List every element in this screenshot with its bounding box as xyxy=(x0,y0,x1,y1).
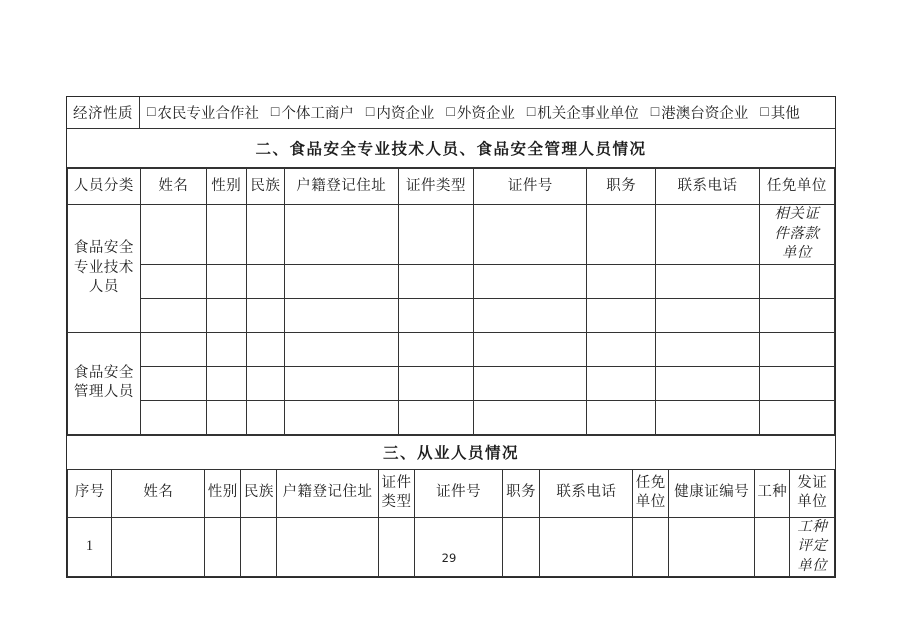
column-header-name: 姓名 xyxy=(112,469,205,517)
table-cell-blank xyxy=(656,298,760,332)
checkbox-icon: □ xyxy=(526,104,536,120)
table-cell-blank xyxy=(587,400,656,434)
checkbox-icon: □ xyxy=(760,104,769,120)
option-label: 农民专业合作社 xyxy=(157,106,259,122)
table-cell-blank xyxy=(474,205,587,265)
table-cell-blank xyxy=(587,205,656,265)
checkbox-icon: □ xyxy=(270,104,280,120)
table-cell-blank xyxy=(285,332,399,366)
table-cell-blank xyxy=(474,332,587,366)
table-cell-blank xyxy=(285,366,399,400)
table-cell-blank xyxy=(140,400,206,434)
table-cell-blank xyxy=(759,298,834,332)
table-cell-blank xyxy=(285,298,399,332)
option-label: 内资企业 xyxy=(376,106,435,122)
column-header-id-number: 证件号 xyxy=(415,469,502,517)
table-cell-blank xyxy=(241,517,277,577)
table-cell-blank xyxy=(246,400,284,434)
column-header-registered-address: 户籍登记住址 xyxy=(285,169,399,205)
table-cell-blank xyxy=(206,264,246,298)
table-cell-blank xyxy=(285,205,399,265)
table-cell-blank xyxy=(206,205,246,265)
option-government-institution xyxy=(527,102,639,123)
column-header-id-type: 证件类型 xyxy=(378,469,415,517)
option-foreign-enterprise xyxy=(446,102,514,123)
section2-title: 二、食品安全专业技术人员、食品安全管理人员情况 xyxy=(67,129,835,168)
table-cell-blank xyxy=(398,298,474,332)
note-text: 相关证件落款单位 xyxy=(774,206,820,262)
table-cell-blank xyxy=(587,332,656,366)
column-header-registered-address: 户籍登记住址 xyxy=(277,469,378,517)
table-row xyxy=(68,400,835,434)
table-cell-blank xyxy=(140,298,206,332)
table-cell-blank xyxy=(205,517,241,577)
column-header-personnel-category: 人员分类 xyxy=(68,169,141,205)
section3-title: 三、从业人员情况 xyxy=(67,435,835,469)
table-cell-blank xyxy=(633,517,669,577)
table-cell-blank xyxy=(398,400,474,434)
table-cell-blank xyxy=(378,517,415,577)
table-cell-blank xyxy=(206,298,246,332)
column-header-issuing-unit: 发证单位 xyxy=(790,469,835,517)
column-header-appointing-unit: 任免单位 xyxy=(759,169,834,205)
table-cell-blank xyxy=(206,332,246,366)
table-cell-blank xyxy=(398,366,474,400)
table-cell-blank xyxy=(398,264,474,298)
table-cell-blank xyxy=(759,366,834,400)
table-cell-blank xyxy=(285,264,399,298)
table-cell-blank xyxy=(656,264,760,298)
table-cell-blank xyxy=(246,298,284,332)
option-label: 外资企业 xyxy=(456,106,515,122)
checkbox-icon: □ xyxy=(446,104,455,120)
table-row xyxy=(68,517,835,577)
table-cell-blank xyxy=(587,298,656,332)
option-hk-macao-taiwan xyxy=(651,102,748,123)
table-cell-blank xyxy=(759,400,834,434)
serial-number-cell: 1 xyxy=(68,517,112,577)
table-cell-blank xyxy=(112,517,205,577)
column-header-name: 姓名 xyxy=(140,169,206,205)
checkbox-icon: □ xyxy=(650,104,660,120)
table-row xyxy=(68,205,835,265)
column-header-health-cert-number: 健康证编号 xyxy=(669,469,755,517)
form-table xyxy=(66,96,836,578)
table-cell-blank xyxy=(656,205,760,265)
option-label: 港澳台资企业 xyxy=(661,106,749,122)
table-cell-blank xyxy=(587,264,656,298)
table-cell-blank xyxy=(246,332,284,366)
column-header-serial: 序号 xyxy=(68,469,112,517)
column-header-gender: 性别 xyxy=(205,469,241,517)
column-header-position: 职务 xyxy=(502,469,540,517)
table-cell-blank xyxy=(246,366,284,400)
table-cell-blank xyxy=(759,264,834,298)
column-header-position: 职务 xyxy=(587,169,656,205)
table-cell-blank xyxy=(140,264,206,298)
option-farmer-coop xyxy=(147,102,259,123)
column-header-id-type: 证件类型 xyxy=(398,169,474,205)
table-cell-blank xyxy=(398,332,474,366)
economic-nature-label: 经济性质 xyxy=(67,97,140,128)
table-cell-blank xyxy=(656,400,760,434)
table-cell-blank xyxy=(140,332,206,366)
option-label: 其他 xyxy=(770,106,800,122)
table-cell-blank xyxy=(669,517,755,577)
column-header-phone: 联系电话 xyxy=(656,169,760,205)
option-individual-business xyxy=(271,102,354,123)
option-domestic-enterprise xyxy=(366,102,434,123)
option-label: 机关企事业单位 xyxy=(537,106,639,122)
table-header-row xyxy=(68,469,835,517)
column-header-appointing-unit: 任免单位 xyxy=(633,469,669,517)
checkbox-icon: □ xyxy=(365,104,375,120)
table-cell-blank xyxy=(246,264,284,298)
table-cell-blank xyxy=(755,517,790,577)
table-row xyxy=(68,366,835,400)
column-header-ethnicity: 民族 xyxy=(246,169,284,205)
group-label-management-personnel: 食品安全管理人员 xyxy=(68,332,141,434)
table-cell-blank xyxy=(398,205,474,265)
option-label: 个体工商户 xyxy=(281,106,354,122)
table-cell-blank xyxy=(474,298,587,332)
column-header-ethnicity: 民族 xyxy=(241,469,277,517)
technical-personnel-table xyxy=(67,168,835,435)
table-cell-blank xyxy=(656,332,760,366)
table-cell-blank xyxy=(140,366,206,400)
table-cell-blank xyxy=(502,517,540,577)
table-cell-blank xyxy=(140,205,206,265)
table-row xyxy=(68,332,835,366)
table-cell-blank xyxy=(540,517,633,577)
column-header-phone: 联系电话 xyxy=(540,469,633,517)
table-row xyxy=(68,298,835,332)
column-header-gender: 性别 xyxy=(206,169,246,205)
table-cell-blank xyxy=(206,366,246,400)
option-other xyxy=(760,102,799,123)
table-cell-blank xyxy=(285,400,399,434)
table-header-row xyxy=(68,169,835,205)
column-header-id-number: 证件号 xyxy=(474,169,587,205)
table-cell-blank xyxy=(277,517,378,577)
table-cell-blank xyxy=(246,205,284,265)
related-certificate-note-cell xyxy=(759,205,834,265)
table-cell-blank xyxy=(474,400,587,434)
note-text: 工种评定单位 xyxy=(797,518,828,574)
page-number: 29 xyxy=(441,551,457,565)
economic-nature-options xyxy=(140,97,835,128)
table-cell-blank xyxy=(587,366,656,400)
group-label-technical-personnel: 食品安全专业技术人员 xyxy=(68,205,141,333)
table-cell-blank xyxy=(474,264,587,298)
table-cell-blank xyxy=(474,366,587,400)
table-cell-blank xyxy=(759,332,834,366)
table-cell-blank xyxy=(656,366,760,400)
column-header-job-type: 工种 xyxy=(755,469,790,517)
job-type-assessment-note-cell xyxy=(790,517,835,577)
table-row xyxy=(68,264,835,298)
table-cell-blank xyxy=(206,400,246,434)
economic-nature-row xyxy=(67,97,835,129)
table-cell-blank xyxy=(415,517,502,577)
checkbox-icon: □ xyxy=(146,104,156,120)
